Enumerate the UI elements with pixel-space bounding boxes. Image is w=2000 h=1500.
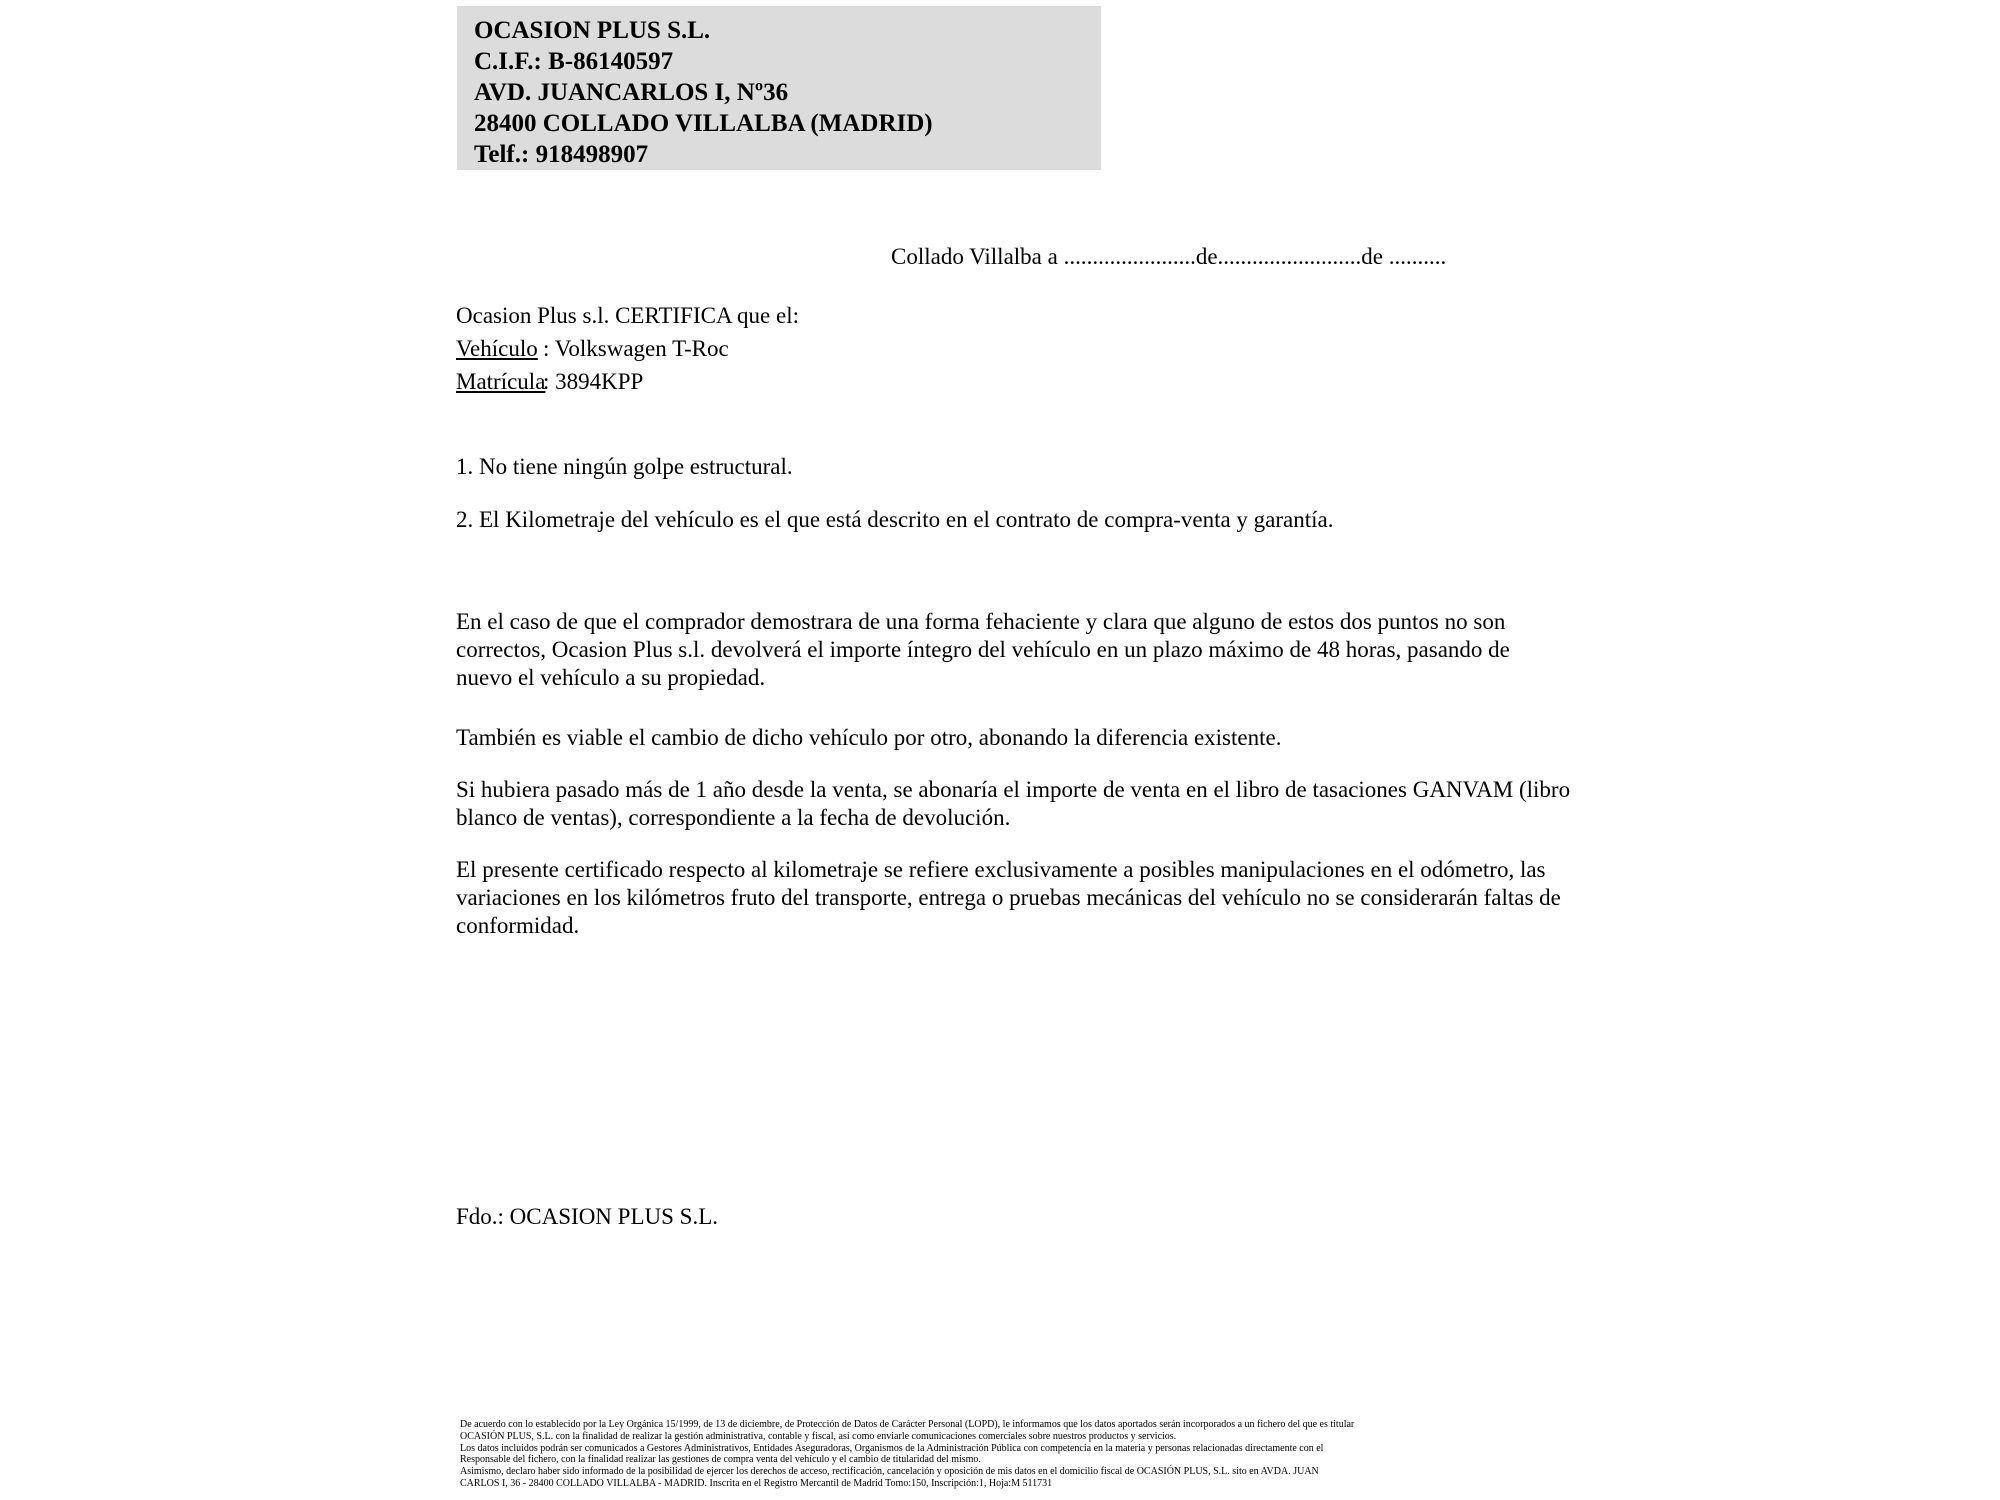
company-header-box (457, 6, 1101, 170)
paragraph-ganvam: Si hubiera pasado más de 1 año desde la venta, se abonaría el importe de venta en el libro de tasaciones GANVAM (libro blanco de ventas), correspondiente a la fecha de devolución. (456, 777, 1571, 830)
vehicle-label-text: Vehículo (456, 336, 538, 361)
company-address: AVD. JUANCARLOS I, Nº36 (474, 79, 789, 106)
legal-footer (460, 1419, 1600, 1490)
certify-intro: Ocasion Plus s.l. CERTIFICA que el: (456, 303, 799, 328)
vehicle-row (456, 335, 1571, 363)
vehicle-label (456, 335, 543, 363)
date-line: Collado Villalba a .......................de.........................de .......... (891, 244, 1447, 269)
legal-footer-line: CARLOS I, 36 - 28400 COLLADO VILLALBA - MADRID. Inscrita en el Registro Mercantil de Madrid Tomo:150, Inscripción:1, Hoja:M 511731 (460, 1477, 1053, 1489)
legal-footer-line: Asimismo, declaro haber sido informado de la posibilidad de ejercer los derechos de acceso, rectificación, cancelación y oposición de mis datos en el domicilio fiscal de OCASIÓN PLUS, S.L. sito en AVDA. JUAN (460, 1466, 1319, 1478)
condition-item-2: 2. El Kilometraje del vehículo es el que está descrito en el contrato de compra-venta y garantía. (456, 507, 1334, 532)
legal-footer-line: Los datos incluidos podrán ser comunicados a Gestores Administrativos, Entidades Aseguradoras, Organismos de la Administración Pública con competencia en la materia y personas relacionadas directamente con el (460, 1442, 1324, 1454)
legal-footer-line: Responsable del fichero, con la finalidad realizar las gestiones de compra venta del vehículo y el cambio de titularidad del mismo. (460, 1454, 981, 1466)
company-cif: C.I.F.: B-86140597 (474, 48, 674, 75)
legal-footer-line: OCASIÓN PLUS, S.L. con la finalidad de realizar la gestión administrativa, contable y fiscal, así como enviarle comunicaciones comerciales sobre nuestros productos y servicios. (460, 1430, 1177, 1442)
plate-row (456, 368, 1571, 396)
vehicle-value: : Volkswagen T-Roc (543, 336, 729, 361)
company-name: OCASION PLUS S.L. (474, 17, 711, 44)
legal-footer-line: De acuerdo con lo establecido por la Ley Orgánica 15/1999, de 13 de diciembre, de Protección de Datos de Carácter Personal (LOPD), le informamos que los datos aportados serán incorporados a un fichero del que es titular (460, 1419, 1355, 1430)
company-city: 28400 COLLADO VILLALBA (MADRID) (474, 110, 933, 137)
paragraph-refund: En el caso de que el comprador demostrara de una forma fehaciente y clara que alguno de estos dos puntos no son correctos, Ocasion Plus s.l. devolverá el importe íntegro del vehículo en un plazo máximo de 48 horas, pasando de nuevo el vehículo a su propiedad. (456, 609, 1510, 690)
plate-value: : 3894KPP (543, 369, 644, 394)
company-phone: Telf.: 918498907 (474, 141, 649, 168)
paragraph-exchange: También es viable el cambio de dicho vehículo por otro, abonando la diferencia existente. (456, 725, 1282, 750)
plate-label-text: Matrícula (456, 369, 546, 394)
condition-item-1: 1. No tiene ningún golpe estructural. (456, 454, 793, 479)
signature-line: Fdo.: OCASION PLUS S.L. (456, 1204, 718, 1229)
plate-label (456, 368, 546, 396)
paragraph-odometer: El presente certificado respecto al kilometraje se refiere exclusivamente a posibles manipulaciones en el odómetro, las variaciones en los kilómetros fruto del transporte, entrega o pruebas mecánicas del vehículo no se considerarán faltas de conformidad. (456, 857, 1561, 938)
